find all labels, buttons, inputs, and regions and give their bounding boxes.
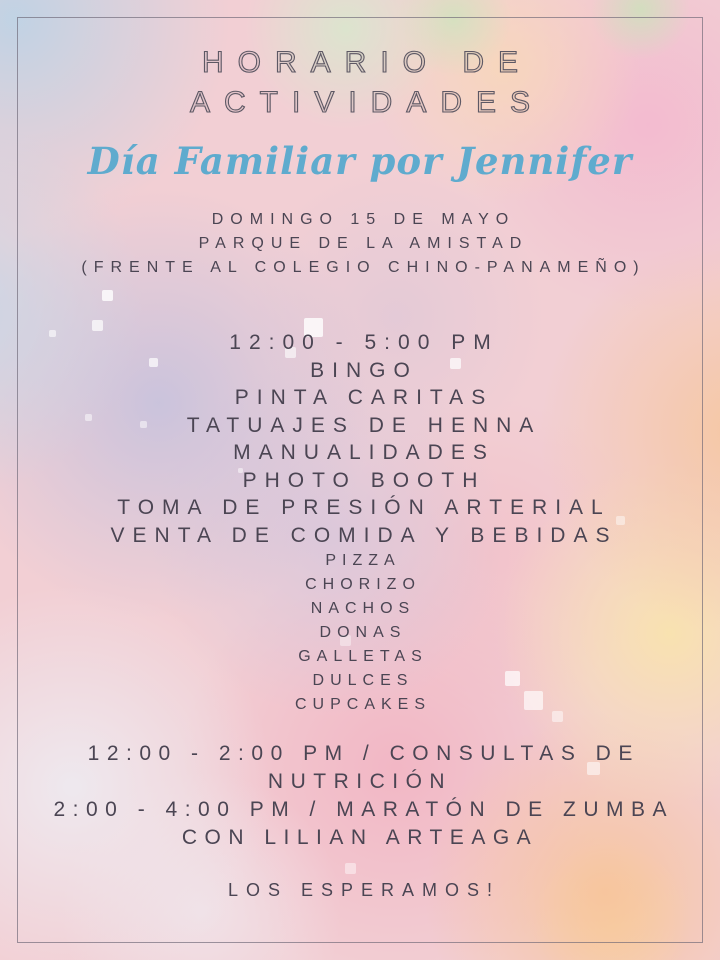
paint-splatter-dots: [0, 0, 1, 1]
activity-item: VENTA DE COMIDA Y BEBIDAS: [110, 523, 618, 547]
food-item: GALLETAS: [298, 648, 428, 665]
event-name-script: Día Familiar por Jennifer: [87, 139, 633, 183]
main-schedule-block: [17, 329, 703, 717]
activity-item: PINTA CARITAS: [234, 386, 494, 409]
event-date: DOMINGO 15 DE MAYO: [211, 211, 516, 228]
food-item: CUPCAKES: [294, 696, 432, 713]
food-item: DONAS: [319, 624, 407, 641]
activity-item: PHOTO BOOTH: [242, 468, 486, 492]
timed-events-block: [17, 740, 703, 852]
food-item: PIZZA: [325, 552, 401, 569]
poster-title-line2: ACTIVIDADES: [189, 86, 545, 119]
event-info-block: [17, 208, 703, 280]
activity-item: TOMA DE PRESIÓN ARTERIAL: [117, 496, 611, 519]
activity-item: MANUALIDADES: [233, 441, 495, 464]
event-venue: PARQUE DE LA AMISTAD: [198, 235, 529, 252]
food-list: [17, 549, 703, 717]
poster-title-line1: HORARIO DE: [201, 46, 533, 79]
closing-message: LOS ESPERAMOS!: [227, 880, 501, 900]
poster-title: [17, 43, 703, 123]
food-item: DULCES: [312, 672, 414, 689]
food-item: NACHOS: [310, 600, 416, 617]
timed-event: 12:00 - 2:00 PM / CONSULTAS DE NUTRICIÓN: [87, 742, 640, 793]
flyer-content: [17, 17, 703, 943]
activity-item: TATUAJES DE HENNA: [186, 413, 542, 437]
event-location-note: (FRENTE AL COLEGIO CHINO-PANAMEÑO): [81, 259, 646, 276]
timed-event: 2:00 - 4:00 PM / MARATÓN DE ZUMBA CON LILIAN ARTEAGA: [53, 798, 675, 849]
food-item: CHORIZO: [305, 576, 421, 593]
main-schedule-time: 12:00 - 5:00 PM: [229, 331, 499, 354]
activity-item: BINGO: [310, 358, 418, 382]
